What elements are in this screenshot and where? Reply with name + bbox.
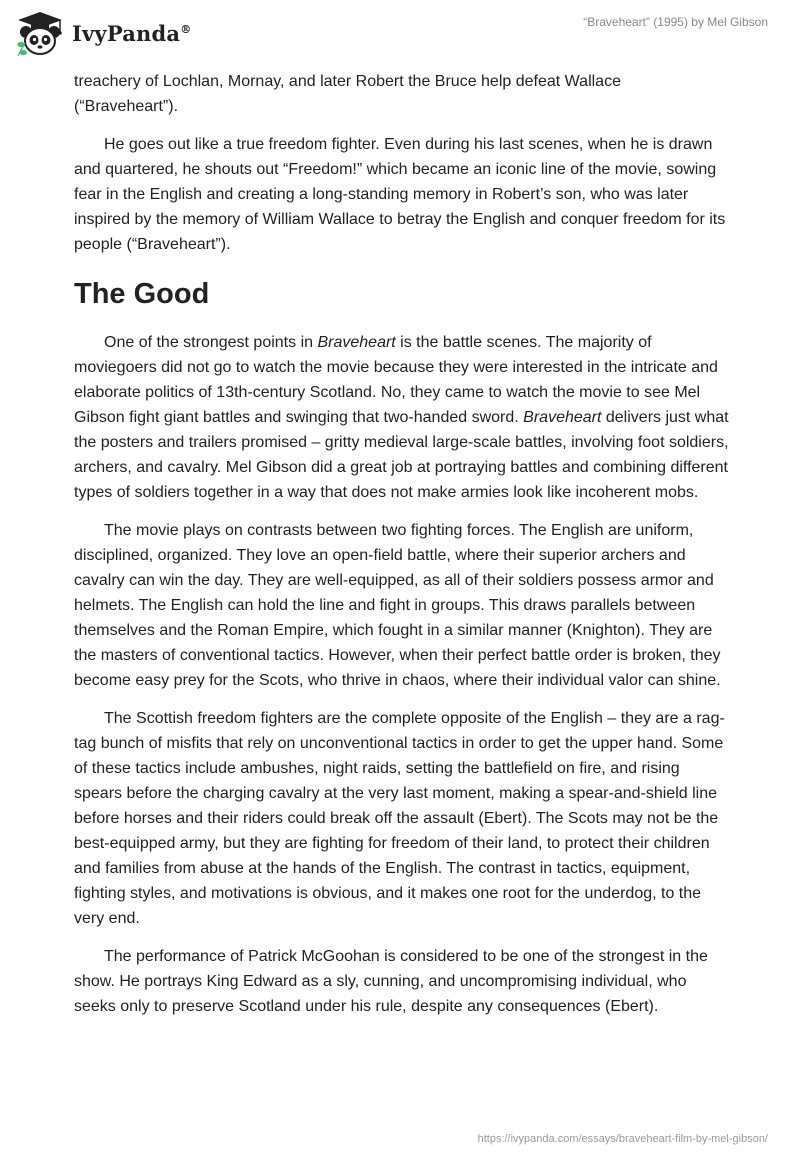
essay-body — [74, 69, 729, 1032]
page-header — [0, 0, 800, 70]
paragraph-freedom-fighter: He goes out like a true freedom fighter. Even during his last scenes, when he is drawn and quartered, he shouts out “Freedom!” which became an iconic line of the movie, sowing fear in the English and creating a long-standing memory in Robert’s son, who was later inspired by the memory of William Wallace to betray the English and conquer freedom for its people (“Braveheart”). — [74, 136, 726, 253]
paragraph-contrasts: The movie plays on contrasts between two fighting forces. The English are uniform, disciplined, organized. They love an open-field battle, where their superior archers and cavalry can win the day. They are well-equipped, as all of their soldiers possess armor and helmets. The English can hold the line and fight in groups. This draws parallels between themselves and the Roman Empire, which fought in a similar manner (Knighton). They are the masters of conventional tactics. However, when their perfect battle order is broken, they become easy prey for the Scots, who thrive in chaos, where their individual valor can shine. — [74, 522, 721, 689]
paragraph-battle-scenes: One of the strongest points in Braveheart is the battle scenes. The majority of moviegoers did not go to watch the movie because they were interested in the intricate and elaborate politics of 13th-century Scotland. No, they came to watch the movie to see Mel Gibson fight giant battles and swinging that two-handed sword. Braveheart delivers just what the posters and trailers promised – gritty medieval large-scale battles, involving foot soldiers, archers, and cavalry. Mel Gibson did a great job at portraying battles and combining different types of soldiers together in a way that does not make armies look like incoherent mobs. — [74, 334, 729, 501]
ivypanda-logo[interactable] — [14, 10, 191, 56]
running-title: “Braveheart” (1995) by Mel Gibson — [583, 15, 768, 29]
movie-title-italic: Braveheart — [317, 334, 396, 351]
paragraph-continued: treachery of Lochlan, Mornay, and later Robert the Bruce help defeat Wallace (“Braveheart”). — [74, 73, 621, 115]
panda-graduate-icon — [14, 10, 66, 56]
paragraph-scottish-fighters: The Scottish freedom fighters are the complete opposite of the English – they are a rag-tag bunch of misfits that rely on unconventional tactics in order to get the upper hand. Some of these tactics include ambushes, night raids, setting the battlefield on fire, and rising spears before the charging cavalry at the very last moment, making a spear-and-shield line before horses and their riders could break off the assault (Ebert). The Scots may not be the best-equipped army, but they are fighting for freedom of their land, to protect their children and families from abuse at the hands of the English. The contrast in tactics, equipment, fighting styles, and motivations is obvious, and it makes one root for the underdog, to the very end. — [74, 710, 725, 927]
section-heading-the-good: The Good — [74, 278, 210, 310]
paragraph-mcgoohan: The performance of Patrick McGoohan is considered to be one of the strongest in the show. He portrays King Edward as a sly, cunning, and uncompromising individual, who seeks only to preserve Scotland under his rule, despite any consequences (Ebert). — [74, 948, 708, 1015]
source-url-link[interactable]: https://ivypanda.com/essays/braveheart-film-by-mel-gibson/ — [477, 1133, 768, 1145]
logo-text: IvyPanda® — [72, 20, 192, 46]
movie-title-italic: Braveheart — [523, 409, 602, 426]
